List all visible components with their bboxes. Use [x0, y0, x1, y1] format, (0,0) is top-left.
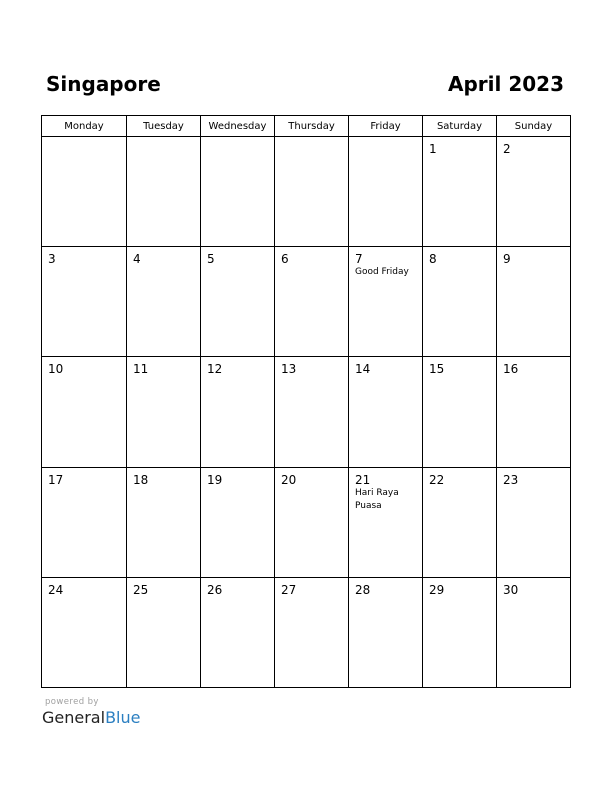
calendar-day-cell [42, 247, 127, 357]
calendar-day-cell [423, 467, 497, 577]
footer [42, 697, 140, 728]
calendar-week-row [42, 247, 571, 357]
calendar-day-cell [127, 137, 201, 247]
day-number: 17 [48, 472, 64, 487]
calendar-week-row [42, 357, 571, 467]
calendar-day-cell [127, 467, 201, 577]
calendar-day-cell [349, 137, 423, 247]
calendar-day-cell [275, 247, 349, 357]
day-number: 14 [355, 362, 371, 377]
weekday-monday: Monday [42, 116, 127, 137]
calendar-day-cell [42, 357, 127, 467]
holiday-label: Hari Raya Puasa [355, 487, 399, 511]
calendar-day-cell [497, 577, 571, 687]
day-number: 22 [429, 472, 445, 487]
calendar-day-cell [423, 137, 497, 247]
calendar-day-cell [201, 247, 275, 357]
day-number: 29 [429, 582, 445, 597]
calendar-day-cell [497, 467, 571, 577]
calendar-day-cell [42, 577, 127, 687]
day-number: 9 [503, 252, 511, 267]
weekday-wednesday: Wednesday [201, 116, 275, 137]
day-number: 27 [281, 582, 297, 597]
day-number: 3 [48, 252, 56, 267]
day-number: 15 [429, 362, 445, 377]
calendar-day-cell [201, 137, 275, 247]
day-number: 18 [133, 472, 149, 487]
calendar-day-cell [127, 357, 201, 467]
weekday-sunday: Sunday [497, 116, 571, 137]
day-number: 10 [48, 362, 64, 377]
day-number: 23 [503, 472, 519, 487]
calendar-day-cell [201, 577, 275, 687]
calendar-day-cell [497, 357, 571, 467]
holiday-label: Good Friday [355, 267, 409, 278]
brand-general: General [42, 708, 106, 727]
calendar-day-cell [497, 247, 571, 357]
weekday-saturday: Saturday [423, 116, 497, 137]
weekday-header-row [42, 116, 571, 137]
calendar-day-cell [275, 137, 349, 247]
calendar-day-cell [275, 467, 349, 577]
weekday-friday: Friday [349, 116, 423, 137]
day-number: 26 [207, 582, 223, 597]
day-number: 11 [133, 362, 149, 377]
day-number: 21 [355, 472, 371, 487]
calendar-day-cell [349, 247, 423, 357]
day-number: 4 [133, 252, 141, 267]
calendar-day-cell [275, 577, 349, 687]
calendar-day-cell [349, 577, 423, 687]
calendar-day-cell [42, 467, 127, 577]
calendar-week-row [42, 467, 571, 577]
calendar-day-cell [127, 577, 201, 687]
powered-by-text: powered by [45, 697, 99, 707]
calendar-day-cell [349, 357, 423, 467]
country-title: Singapore [46, 72, 161, 96]
day-number: 19 [207, 472, 223, 487]
day-number: 2 [503, 142, 511, 156]
calendar-day-cell [201, 467, 275, 577]
calendar-day-cell [349, 467, 423, 577]
day-number: 20 [281, 472, 297, 487]
day-number: 25 [133, 582, 149, 597]
calendar-day-cell [423, 577, 497, 687]
calendar-day-cell [201, 357, 275, 467]
calendar-day-cell [42, 137, 127, 247]
day-number: 1 [429, 142, 437, 156]
day-number: 8 [429, 252, 437, 267]
calendar-week-row [42, 137, 571, 247]
day-number: 24 [48, 582, 64, 597]
calendar-day-cell [423, 247, 497, 357]
weekday-tuesday: Tuesday [127, 116, 201, 137]
calendar-day-cell [275, 357, 349, 467]
day-number: 16 [503, 362, 519, 377]
calendar-week-row [42, 577, 571, 687]
brand-blue: Blue [105, 708, 141, 727]
calendar-grid [41, 115, 571, 688]
calendar-day-cell [423, 357, 497, 467]
generalblue-logo [42, 708, 140, 728]
calendar-day-cell [127, 247, 201, 357]
day-number: 13 [281, 362, 297, 377]
day-number: 28 [355, 582, 371, 597]
day-number: 12 [207, 362, 223, 377]
weekday-thursday: Thursday [275, 116, 349, 137]
day-number: 7 [355, 252, 363, 267]
day-number: 6 [281, 252, 289, 267]
month-year-title: April 2023 [448, 72, 564, 96]
day-number: 5 [207, 252, 215, 267]
calendar-day-cell [497, 137, 571, 247]
day-number: 30 [503, 582, 519, 597]
